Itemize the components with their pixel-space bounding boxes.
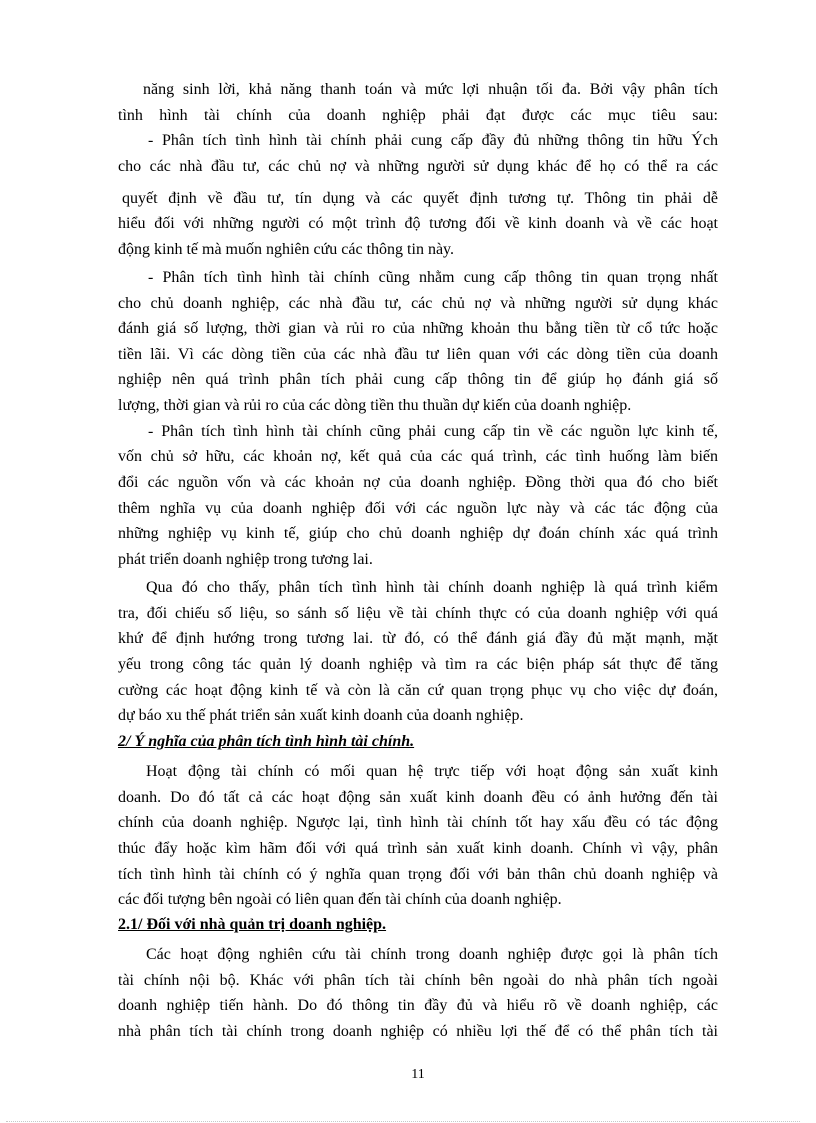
text-line: thêm nghĩa vụ của doanh nghiệp đối với các nguồn lực này và các tác động của bbox=[118, 500, 718, 517]
text-line: đổi các nguồn vốn và các khoản nợ của doanh nghiệp. Đồng thời qua đó cho biết bbox=[118, 474, 718, 491]
text-line: chính của doanh nghiệp. Ngược lại, tình hình tài chính tốt hay xấu đều có tác động bbox=[118, 814, 718, 831]
text-line: tích tình hình tài chính có ý nghĩa quan trọng đối với bản thân chủ doanh nghiệp và bbox=[118, 866, 718, 883]
text-line: nghiệp nên quá trình phân tích phải cung cấp thông tin để giúp họ đánh giá số bbox=[118, 371, 718, 388]
text-line: tài chính nội bộ. Khác với phân tích tài chính bên ngoài do nhà phân tích ngoài bbox=[118, 972, 718, 989]
text-line: tiền lãi. Vì các dòng tiền của các nhà đầu tư liên quan với các dòng tiền của doanh bbox=[118, 346, 718, 363]
text-line: đánh giá số lượng, thời gian và rủi ro của những khoản thu bằng tiền từ cổ tức hoặc bbox=[118, 320, 718, 337]
text-line: những nghiệp vụ kinh tế, giúp cho chủ doanh nghiệp dự đoán chính xác quá trình bbox=[118, 525, 718, 542]
text-line: lượng, thời gian và rủi ro của các dòng tiền thu thuần dự kiến của doanh nghiệp. bbox=[118, 397, 632, 414]
subsection-heading: 2.1/ Đối với nhà quản trị doanh nghiệp. bbox=[118, 916, 387, 933]
text-line: động kinh tế mà muốn nghiên cứu các thông tin này. bbox=[118, 241, 455, 258]
text-line: dự báo xu thế phát triển sản xuất kinh doanh của doanh nghiệp. bbox=[118, 707, 524, 724]
text-line: doanh. Do đó tất cả các hoạt động sản xuất kinh doanh đều có ảnh hưởng đến tài bbox=[118, 789, 718, 806]
page-number: 11 bbox=[411, 1067, 425, 1082]
text-line: khứ để định hướng trong tương lai. từ đó, có thể đánh giá đầy đủ mặt mạnh, mặt bbox=[118, 630, 718, 647]
text-line: Các hoạt động nghiên cứu tài chính trong doanh nghiệp được gọi là phân tích bbox=[146, 946, 718, 963]
text-line: năng sinh lời, khả năng thanh toán và mức lợi nhuận tối đa. Bởi vậy phân tích bbox=[143, 81, 718, 98]
text-line: vốn chủ sở hữu, các khoản nợ, kết quả của các quá trình, các tình huống làm biến bbox=[118, 448, 718, 465]
text-line: tra, đối chiếu số liệu, so sánh số liệu về tài chính thực có của doanh nghiệp với quá bbox=[118, 605, 718, 622]
text-line: nhà phân tích tài chính trong doanh nghiệp có nhiều lợi thế để có thể phân tích tài bbox=[118, 1023, 718, 1040]
text-line: thúc đẩy hoặc kìm hãm đối với quá trình sản xuất kinh doanh. Chính vì vậy, phân bbox=[118, 840, 718, 857]
text-line: phát triển doanh nghiệp trong tương lai. bbox=[118, 551, 373, 568]
text-line: tình hình tài chính của doanh nghiệp phải đạt được các mục tiêu sau: bbox=[118, 107, 718, 124]
page-divider bbox=[6, 1121, 800, 1122]
text-line: - Phân tích tình hình tài chính phải cung cấp đầy đủ những thông tin hữu Ých bbox=[148, 132, 718, 149]
text-line: quyết định về đầu tư, tín dụng và các quyết định tương tự. Thông tin phải dễ bbox=[122, 190, 718, 207]
section-heading: 2/ Ý nghĩa của phân tích tình hình tài chính. bbox=[118, 733, 415, 750]
text-line: hiểu đối với những người có một trình độ tương đối về kinh doanh và về các hoạt bbox=[118, 215, 718, 232]
text-line: cho chủ doanh nghiệp, các nhà đầu tư, các chủ nợ và những người sử dụng khác bbox=[118, 295, 718, 312]
text-line: cường các hoạt động kinh tế và còn là căn cứ quan trọng phục vụ cho việc dự đoán, bbox=[118, 682, 718, 699]
text-line: - Phân tích tình hình tài chính cũng nhằm cung cấp thông tin quan trọng nhất bbox=[148, 269, 718, 286]
text-line: yếu trong công tác quản lý doanh nghiệp và tìm ra các biện pháp sát thực để tăng bbox=[118, 656, 718, 673]
text-line: doanh nghiệp tiến hành. Do đó thông tin đầy đủ và hiểu rõ về doanh nghiệp, các bbox=[118, 997, 718, 1014]
text-line: Qua đó cho thấy, phân tích tình hình tài chính doanh nghiệp là quá trình kiểm bbox=[146, 579, 718, 596]
text-line: các đối tượng bên ngoài có liên quan đến tài chính của doanh nghiệp. bbox=[118, 891, 562, 908]
text-line: - Phân tích tình hình tài chính cũng phải cung cấp tin về các nguồn lực kinh tế, bbox=[148, 423, 718, 440]
text-line: cho các nhà đầu tư, các chủ nợ và những người sử dụng khác để họ có thể ra các bbox=[118, 158, 718, 175]
text-line: Hoạt động tài chính có mối quan hệ trực tiếp với hoạt động sản xuất kinh bbox=[146, 763, 718, 780]
